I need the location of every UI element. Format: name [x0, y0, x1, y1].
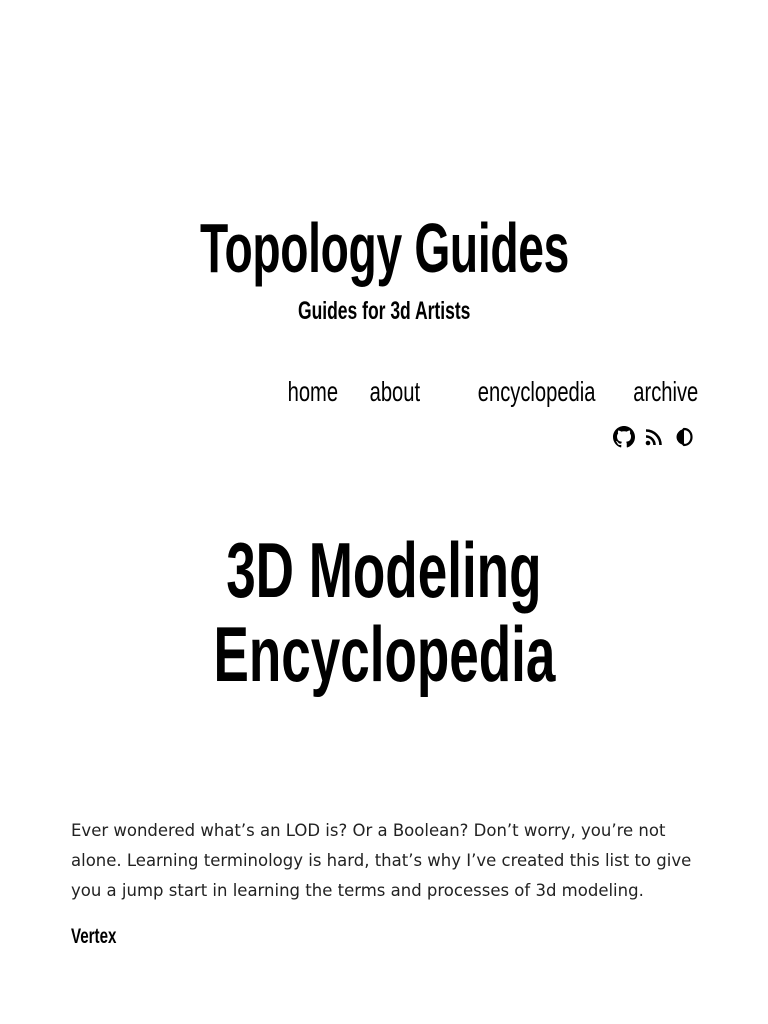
site-subtitle-text: Guides for 3d Artists — [297, 297, 471, 325]
term-vertex: Vertex — [71, 925, 117, 948]
contrast-toggle-icon[interactable] — [672, 425, 696, 449]
social-icons — [612, 424, 696, 450]
github-icon[interactable] — [612, 425, 636, 449]
nav-archive[interactable]: archive — [633, 376, 698, 407]
page-title-line2: Encyclopedia — [213, 610, 555, 698]
nav-encyclopedia[interactable]: encyclopedia — [478, 376, 596, 407]
page-title-line1: 3D Modeling — [226, 526, 542, 614]
main-nav — [268, 374, 698, 410]
site-title[interactable] — [0, 206, 768, 290]
site-title-text[interactable]: Topology Guides — [199, 209, 569, 287]
nav-about[interactable]: about — [369, 376, 421, 407]
rss-icon[interactable] — [642, 425, 666, 449]
nav-home[interactable]: home — [287, 376, 339, 407]
site-subtitle — [0, 296, 768, 326]
page-title — [0, 528, 768, 696]
term-heading — [71, 924, 134, 950]
intro-paragraph: Ever wondered what’s an LOD is? Or a Boolean? Don’t worry, you’re not alone. Learning terminology is hard, that’s why I’ve created this list to give you a jump start in learning the terms and processes of 3d modeling. — [71, 821, 692, 900]
